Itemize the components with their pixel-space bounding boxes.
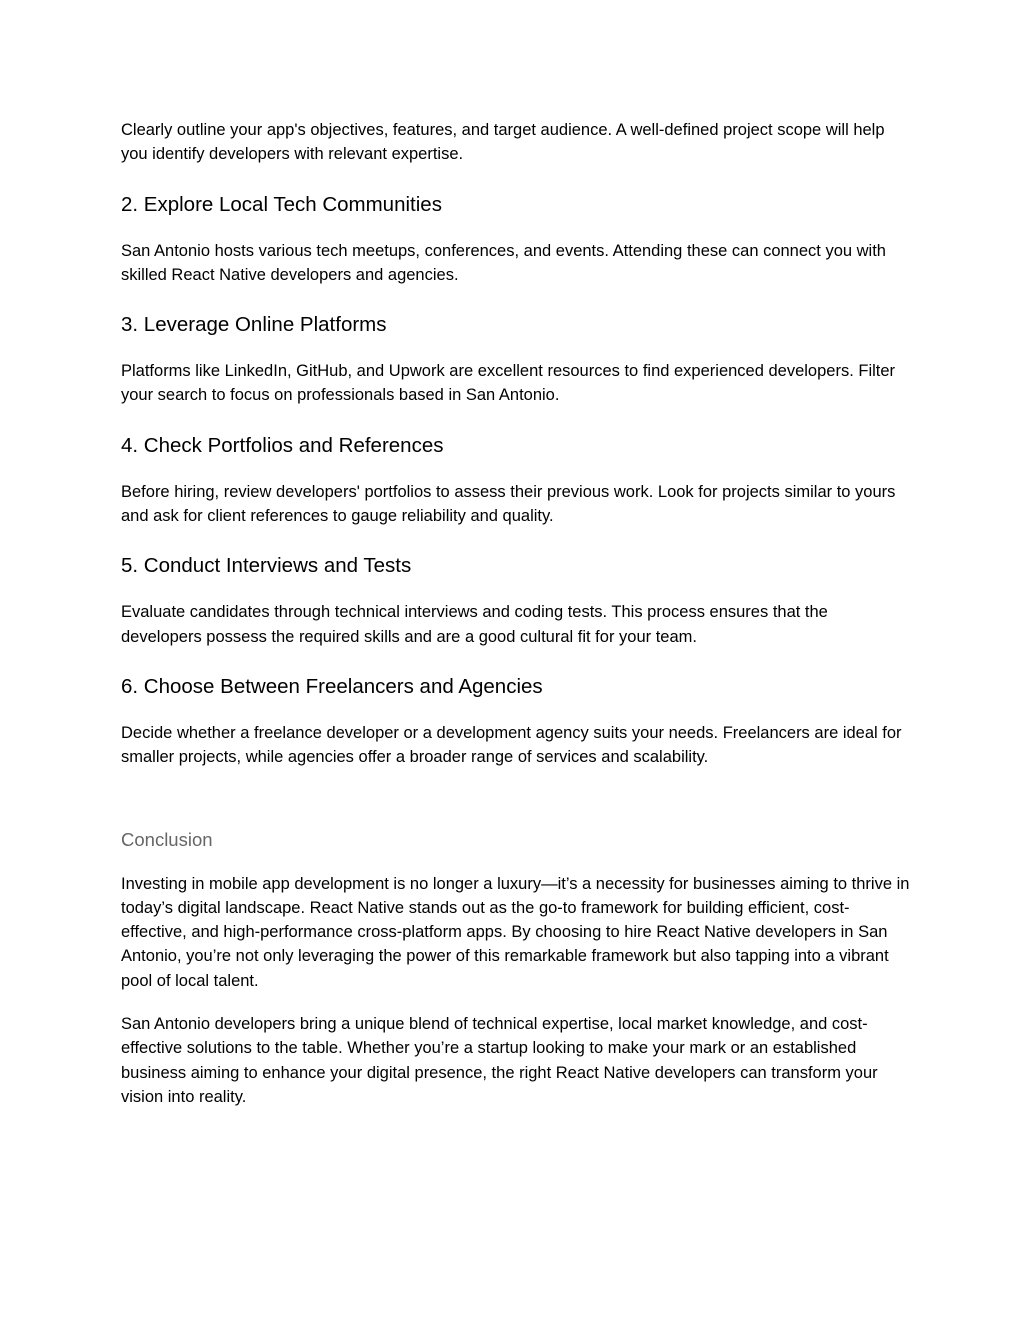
section-heading-interviews: 5. Conduct Interviews and Tests xyxy=(121,554,412,578)
section-heading-freelancers-agencies: 6. Choose Between Freelancers and Agencies xyxy=(121,674,543,698)
section-body-portfolios: Before hiring, review developers' portfolios to assess their previous work. Look for projects similar to yours and ask for client references to gauge reliability and quality. xyxy=(121,482,896,526)
section-heading-explore-communities: 2. Explore Local Tech Communities xyxy=(121,192,442,216)
conclusion-title: Conclusion xyxy=(121,828,213,850)
conclusion-paragraph-1: Investing in mobile app development is no longer a luxury—it’s a necessity for businesses aiming to thrive in today’s digital landscape. React Native stands out as the go-to framework for building efficient, cost-effective, and high-performance cross-platform apps. By choosing to hire React Native developers in San Antonio, you’re not only leveraging the power of this remarkable framework but also tapping into a vibrant pool of local talent. xyxy=(121,874,910,990)
conclusion-paragraph-2: San Antonio developers bring a unique blend of technical expertise, local market knowledge, and cost-effective solutions to the table. Whether you’re a startup looking to make your mark or an established business aiming to enhance your digital presence, the right React Native developers can transform your vision into reality. xyxy=(121,1015,878,1106)
section-heading-online-platforms: 3. Leverage Online Platforms xyxy=(121,313,387,337)
section-body-interviews: Evaluate candidates through technical interviews and coding tests. This process ensures that the developers possess the required skills and are a good cultural fit for your team. xyxy=(121,603,828,646)
document-page xyxy=(121,118,911,1109)
intro-paragraph: Clearly outline your app's objectives, features, and target audience. A well-defined project scope will help you identify developers with relevant expertise. xyxy=(121,121,885,164)
section-body-explore-communities: San Antonio hosts various tech meetups, conferences, and events. Attending these can connect you with skilled React Native developers and agencies. xyxy=(121,241,886,284)
section-body-freelancers-agencies: Decide whether a freelance developer or a development agency suits your needs. Freelancers are ideal for smaller projects, while agencies offer a broader range of services and scalability. xyxy=(121,723,902,767)
section-body-online-platforms: Platforms like LinkedIn, GitHub, and Upwork are excellent resources to find experienced developers. Filter your search to focus on professionals based in San Antonio. xyxy=(121,362,896,405)
section-heading-portfolios: 4. Check Portfolios and References xyxy=(121,433,444,457)
